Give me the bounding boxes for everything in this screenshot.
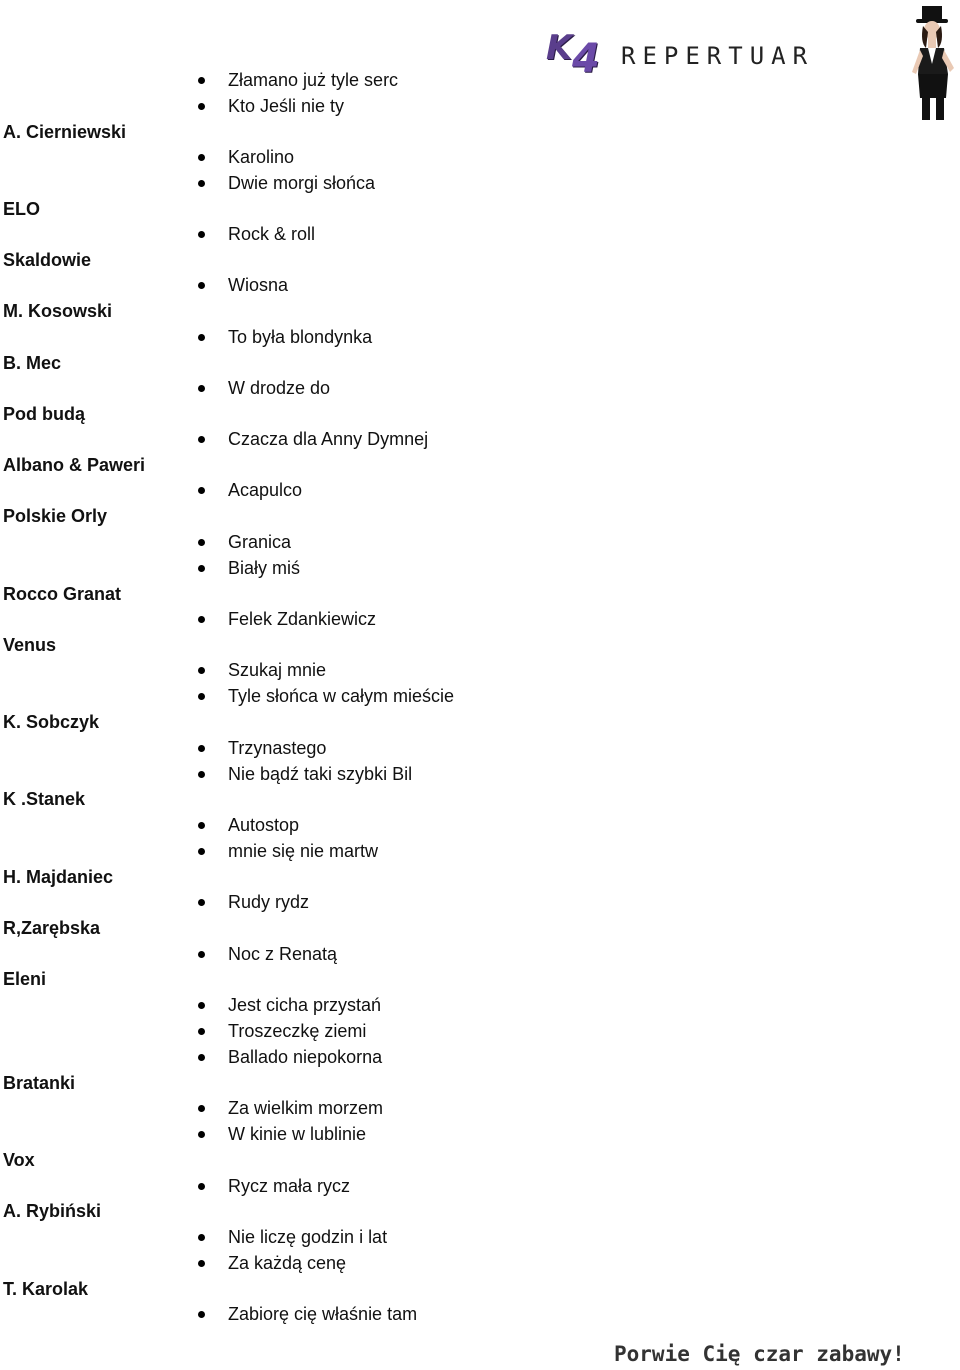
artist-name: ELO: [3, 199, 41, 219]
bullet-icon: [198, 1183, 205, 1190]
bullet-icon: [198, 848, 205, 855]
artist-name: T. Karolak: [3, 1279, 89, 1299]
bullet-icon: [198, 1260, 205, 1267]
bullet-icon: [198, 745, 205, 752]
song-title: Dwie morgi słońca: [228, 173, 376, 193]
bullet-icon: [198, 616, 205, 623]
artist-name: M. Kosowski: [3, 301, 113, 321]
artist-name: Eleni: [3, 969, 47, 989]
artist-name: A. Cierniewski: [3, 122, 127, 142]
bullet-icon: [198, 282, 205, 289]
artist-name: Bratanki: [3, 1073, 76, 1093]
bullet-icon: [198, 103, 205, 110]
song-title: Biały miś: [228, 558, 301, 578]
song-title: Tyle słońca w całym mieście: [228, 686, 455, 706]
bullet-icon: [198, 1311, 205, 1318]
song-title: Noc z Renatą: [228, 944, 338, 964]
footer-slogan: Porwie Cię czar zabawy!: [614, 1342, 905, 1366]
song-title: Złamano już tyle serc: [228, 70, 399, 90]
bullet-icon: [198, 951, 205, 958]
song-title: Nie bądź taki szybki Bil: [228, 764, 413, 784]
song-title: mnie się nie martw: [228, 841, 379, 861]
bullet-icon: [198, 385, 205, 392]
song-title: Troszeczkę ziemi: [228, 1021, 367, 1041]
artist-name: K. Sobczyk: [3, 712, 100, 732]
song-title: Rock & roll: [228, 224, 316, 244]
artist-name: Polskie Orly: [3, 506, 108, 526]
bullet-icon: [198, 1054, 205, 1061]
song-title: Jest cicha przystań: [228, 995, 382, 1015]
bullet-icon: [198, 1028, 205, 1035]
song-title: To była blondynka: [228, 327, 373, 347]
song-title: Nie liczę godzin i lat: [228, 1227, 388, 1247]
bullet-icon: [198, 334, 205, 341]
song-title: Rycz mała rycz: [228, 1176, 351, 1196]
bullet-icon: [198, 154, 205, 161]
artist-name: B. Mec: [3, 353, 62, 373]
artist-name: R,Zarębska: [3, 918, 101, 938]
song-title: W kinie w lublinie: [228, 1124, 367, 1144]
bullet-icon: [198, 1131, 205, 1138]
k4-repertuar-logo: [546, 28, 906, 88]
song-title: Za wielkim morzem: [228, 1098, 384, 1118]
bullet-icon: [198, 899, 205, 906]
bullet-icon: [198, 1105, 205, 1112]
logo-k-letter: K: [546, 28, 571, 68]
song-title: Wiosna: [228, 275, 289, 295]
artist-name: A. Rybiński: [3, 1201, 102, 1221]
song-title: Acapulco: [228, 480, 303, 500]
song-title: Za każdą cenę: [228, 1253, 347, 1273]
logo-title: REPERTUAR: [621, 42, 815, 70]
song-title: Ballado niepokorna: [228, 1047, 383, 1067]
bullet-icon: [198, 436, 205, 443]
bullet-icon: [198, 693, 205, 700]
bullet-icon: [198, 180, 205, 187]
song-title: Felek Zdankiewicz: [228, 609, 377, 629]
bullet-icon: [198, 771, 205, 778]
artist-name: K .Stanek: [3, 789, 86, 809]
artist-name: Vox: [3, 1150, 35, 1170]
artist-name: H. Majdaniec: [3, 867, 114, 887]
song-title: Granica: [228, 532, 292, 552]
song-title: Rudy rydz: [228, 892, 310, 912]
artist-name: Venus: [3, 635, 57, 655]
bullet-icon: [198, 822, 205, 829]
artist-name: Rocco Granat: [3, 584, 122, 604]
song-title: Zabiorę cię właśnie tam: [228, 1304, 418, 1324]
bullet-icon: [198, 231, 205, 238]
song-title: W drodze do: [228, 378, 331, 398]
song-title: Kto Jeśli nie ty: [228, 96, 345, 116]
song-title: Szukaj mnie: [228, 660, 327, 680]
song-title: Trzynastego: [228, 738, 327, 758]
bullet-icon: [198, 667, 205, 674]
logo-four-digit: 4: [572, 36, 600, 82]
song-title: Czacza dla Anny Dymnej: [228, 429, 429, 449]
bullet-icon: [198, 487, 205, 494]
performer-figure-image: [906, 2, 960, 122]
artist-name: Albano & Paweri: [3, 455, 146, 475]
song-title: Karolino: [228, 147, 295, 167]
bullet-icon: [198, 77, 205, 84]
artist-name: Skaldowie: [3, 250, 92, 270]
bullet-icon: [198, 1002, 205, 1009]
song-title: Autostop: [228, 815, 300, 835]
bullet-icon: [198, 539, 205, 546]
bullet-icon: [198, 1234, 205, 1241]
artist-name: Pod budą: [3, 404, 85, 424]
bullet-icon: [198, 565, 205, 572]
